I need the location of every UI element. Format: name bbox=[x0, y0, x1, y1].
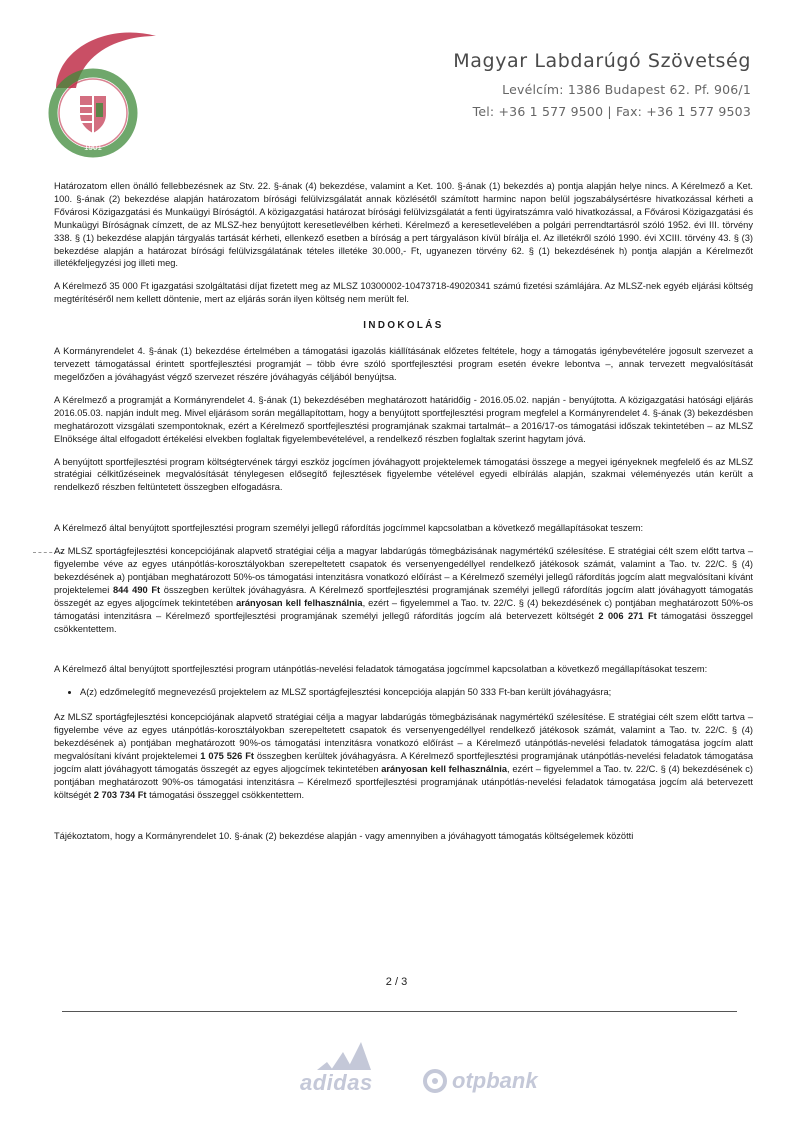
amount-reduced-youth: 2 703 734 Ft bbox=[93, 789, 147, 800]
bullet-list bbox=[54, 686, 753, 699]
otp-logo-icon bbox=[422, 1068, 448, 1094]
org-contact: Tel: +36 1 577 9500 | Fax: +36 1 577 9503 bbox=[472, 104, 751, 119]
document-body bbox=[54, 180, 753, 853]
org-address: Levélcím: 1386 Budapest 62. Pf. 906/1 bbox=[502, 82, 751, 97]
paragraph-decree: A Kormányrendelet 4. §-ának (1) bekezdése értelmében a támogatási igazolás kiállításának előzetes feltétele, hogy a támogatás igénybevételére jogosult szervezet a tervezett támogatással érintett sportfejlesztési programját – több évre szóló sportfejlesztési program esetén évekre lebontva –, annak tervezett megvalósítását megelőzően a jóváhagyást végző szervezet részére jóváhagyás céljából benyújtsa. bbox=[54, 346, 753, 382]
letterhead bbox=[453, 50, 751, 119]
amount-approved-personnel: 844 490 Ft bbox=[112, 584, 161, 595]
paragraph-fee: A Kérelmező 35 000 Ft igazgatási szolgáltatási díjat fizetett meg az MLSZ 10300002-10473718-49020341 számú fizetési számlájára. Az MLSZ-nek egyéb eljárási költség megtérítéséről nem kellett döntenie, mert az eljárás során ilyen költség nem merült fel. bbox=[54, 281, 753, 305]
paragraph-personnel-intro: A Kérelmező által benyújtott sportfejlesztési program személyi jellegű ráfordítás jogcímmel kapcsolatban a következő megállapításokat teszem: bbox=[54, 523, 644, 534]
amount-reduced-personnel: 2 006 271 Ft bbox=[598, 610, 657, 621]
org-name: Magyar Labdarúgó Szövetség bbox=[453, 50, 751, 72]
paragraph-notice: Tájékoztatom, hogy a Kormányrendelet 10. §-ának (2) bekezdése alapján - vagy amennyiben a jóváhagyott támogatás költségelemek közötti bbox=[54, 830, 634, 841]
paragraph-personnel: Az MLSZ sportágfejlesztési koncepciójának alapvető stratégiai célja a magyar labdarúgás tömegbázisának nagymértékű szélesítése. E stratégiai célt szem előtt tartva – figyelembe véve az egyes utánpótlás-korosztályokban szerepeltetett csapatok és versenyengedéllyel rendelkező játékosok számát, valamint a Tao. tv. 22/C. § (4) bekezdésének a) pontjában meghatározott 50%-os támogatási intenzitásra vonatkozó előírást – a Kérelmező személyi jellegű ráfordítás jogcím alatt megvalósítani kívánt projektelemei 844 490 Ft összegben kerültek jóváhagyásra. A Kérelmező sportfejlesztési programjának személyi jellegű ráfordítás jogcím alatt jóváhagyott támogatás összegét az egyes aljogcímek tekintetében arányosan kell felhasználnia, ezért – figyelemmel a Tao. tv. 22/C. § (4) bekezdésének c) pontjában meghatározott 50%-os támogatási intenzitásra – Kérelmező sportfejlesztési programjának személyi jellegű ráfordítás jogcím alá betervezett költségét 2 006 271 Ft támogatási összeggel csökkentettem. bbox=[54, 546, 754, 634]
paragraph-submission: A Kérelmező a programját a Kormányrendelet 4. §-ának (1) bekezdésében meghatározott határidőig - 2016.05.02. napján - benyújtotta. A közigazgatási hatósági eljárás 2016.05.03. napján indult meg. Mivel eljárásom során megállapítottam, hogy a benyújtott sportfejlesztési program megfelel a Kormányrendelet 4. §-ának (3) bekezdésben meghatározott vizsgálati szempontoknak, ezért a Kérelmező sportfejlesztési programjának szakmai tartalmát– a 2016/17-os támogatási időszak tekintetében – az MLSZ Elnöksége által elfogadott értékelési elvekben foglaltak figyelembevételével, a rendelkező részben foglaltak szerint hagytam jóvá. bbox=[54, 394, 753, 444]
sponsor-otpbank: otpbank bbox=[452, 1068, 538, 1093]
amount-approved-youth: 1 075 526 Ft bbox=[200, 751, 254, 761]
paragraph-youth-intro: A Kérelmező által benyújtott sportfejlesztési program utánpótlás-nevelési feladatok támogatása jogcímmel kapcsolatban a következő megállapításokat teszem: bbox=[54, 664, 708, 675]
paragraph-appeal: Határozatom ellen önálló fellebbezésnek az Stv. 22. §-ának (4) bekezdése, valamint a Ket. 100. §-ának (1) bekezdés a) pontja alapján helye nincs. A Kérelmező a Ket. 100. §-ának (2) bekezdése alapján határozatom bírósági felülvizsgálatát annak közlésétől számított harminc napon belül jogszabálysértésre hivatkozással kérheti a Fővárosi Közigazgatási és Munkaügyi Bíróságtól. A közigazgatási határozat bírósági felülvizsgálatát a fenti ügyiratszámra való hivatkozással, a Fővárosi Közigazgatási és Munkaügyi Bíróságnak címzett, de az MLSZ-hez benyújtott keresetlevélben kérheti. Kérelmező a keresetlevelében a polgári perrendtartásról szóló 1952. évi III. törvény 338. § (1) bekezdése alapján tárgyalás tartását kérheti, ellenkező esetben a bíróság a pert tárgyaláson kívül bírálja el. Az illetékről szóló 1990. évi XCIII. törvény 43. § (3) bekezdése alapján a határozat bírósági felülvizsgálatának tételes illetéke 30.000,- Ft, ugyanezen törvény 62. § (1) bekezdésének h) pontja alapján a Kérelmezőt illetékfeljegyzési jog illeti meg. bbox=[54, 181, 753, 269]
sponsor-adidas: adidas bbox=[300, 1070, 373, 1095]
footer-divider bbox=[62, 1011, 737, 1012]
paragraph-assets: A benyújtott sportfejlesztési program költségtervének tárgyi eszköz jogcímen jóváhagyott projektelemek támogatási összege a megyei igényeknek megfelelő és az MLSZ stratégiai célkitűzéseinek megvalósítását ténylegesen elősegítő fejlesztések figyelembe vételével egyedi elbírálás alapján, szakmai véleményezés után került a rendelkező részben feltüntetett összegben elfogadásra. bbox=[54, 456, 753, 493]
mlsz-logo bbox=[38, 18, 158, 168]
adidas-stripes-icon bbox=[313, 1040, 373, 1070]
list-item: • A(z) edzőmelegítő megnevezésű projektelem az MLSZ sportágfejlesztési koncepciója alapján 50 333 Ft-ban került jóváhagyásra; bbox=[80, 686, 753, 699]
section-heading: INDOKOLÁS bbox=[363, 320, 444, 332]
paragraph-youth: Az MLSZ sportágfejlesztési koncepciójának alapvető stratégiai célja a magyar labdarúgás tömegbázisának nagymértékű szélesítése. E stratégiai célt szem előtt tartva – figyelembe véve az egyes utánpótlás-korosztályokban szerepeltetett csapatok és versenyengedéllyel rendelkező játékosok számát, valamint a Tao. tv. 22/C. § (4) bekezdésének a) pontjában meghatározott 90%-os támogatási intenzitásra vonatkozó előírást – a Kérelmező utánpótlás-nevelési feladatok támogatása jogcím alatt megvalósítani kívánt projektelemei 1 075 526 Ft összegben kerültek jóváhagyásra. A Kérelmező sportfejlesztési programjának utánpótlás-nevelési feladatok támogatása jogcím alatt jóváhagyott támogatás összegét az egyes aljogcímek tekintetében arányosan kell felhasználnia, ezért – figyelemmel a Tao. tv. 22/C. § (4) bekezdésének c) pontjában meghatározott 90%-os támogatási intenzitásra – Kérelmező sportfejlesztési programjának utánpótlás-nevelési feladatok támogatása jogcím alá betervezett költségét 2 703 734 Ft támogatási összeggel csökkentettem. bbox=[54, 712, 753, 800]
page-number: 2 / 3 bbox=[385, 976, 408, 988]
logo-year: 1901 bbox=[84, 143, 102, 152]
